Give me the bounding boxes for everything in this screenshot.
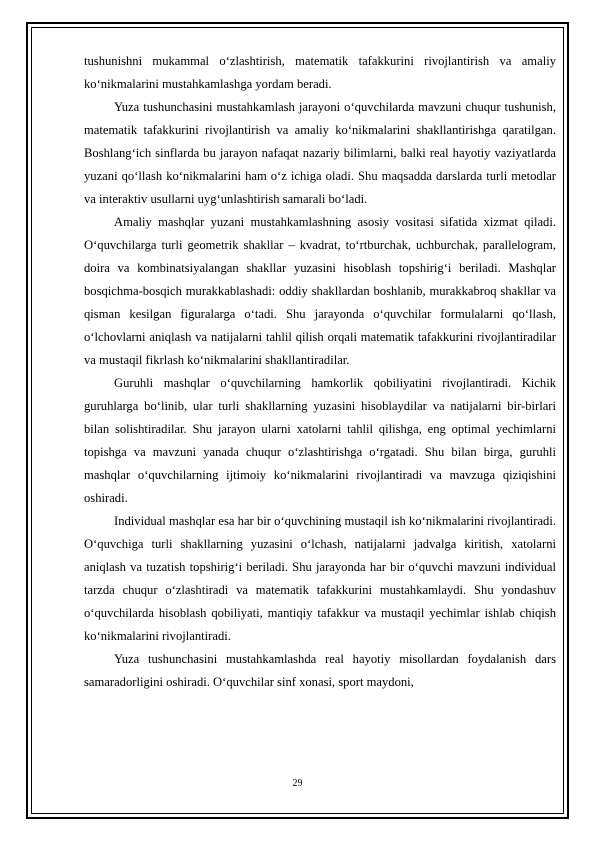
paragraph-5: Individual mashqlar esa har bir o‘quvchining mustaqil ish ko‘nikmalarini rivojlantiradi. O‘quvchiga turli shakllarning yuzasini o‘lchash, natijalarni jadvalga kiritish, xatolarni aniqlash va tuzatish topshirig‘i beriladi. Shu jarayonda har bir o‘quvchi mavzuni individual tarzda chuqur o‘zlashtiradi va matematik tafakkurini mustahkamlaydi. Shu yondashuv o‘quvchilarda hisoblash qobiliyati, mantiqiy tafakkur va mustaqil yechimlar ishlab chiqish ko‘nikmalarini rivojlantiradi. [84,514,556,643]
paragraph-6: Yuza tushunchasini mustahkamlashda real hayotiy misollardan foydalanish dars samaradorligini oshiradi. O‘quvchilar sinf xonasi, sport maydoni, [84,652,556,689]
paragraph-2: Yuza tushunchasini mustahkamlash jarayoni o‘quvchilarda mavzuni chuqur tushunish, matematik tafakkurini rivojlantirish va amaliy ko‘nikmalarini shakllantirishga qaratilgan. Boshlang‘ich sinflarda bu jarayon nafaqat nazariy bilimlarni, balki real hayotiy vaziyatlarda yuzani qo‘llash ko‘nikmalarini ham o‘z ichiga oladi. Shu maqsadda darslarda turli metodlar va interaktiv usullarni uyg‘unlashtirish samarali bo‘ladi. [84,100,556,206]
paragraph-4: Guruhli mashqlar o‘quvchilarning hamkorlik qobiliyatini rivojlantiradi. Kichik guruhlarga bo‘linib, ular turli shakllarning yuzasini hisoblaydilar va natijalarni bir-birlari bilan solishtiradilar. Shu jarayon ularni xatolarni tahlil qilishga, eng optimal yechimlarni topishga va mavzuni yanada chuqur o‘zlashtirishga o‘rgatadi. Shu bilan birga, guruhli mashqlar o‘quvchilarning ijtimoiy ko‘nikmalarini rivojlantiradi va mavzuga qiziqishini oshiradi. [84,376,556,505]
document-body [84,50,556,694]
page-number: 29 [292,778,303,789]
paragraph-3: Amaliy mashqlar yuzani mustahkamlashning asosiy vositasi sifatida xizmat qiladi. O‘quvchilarga turli geometrik shakllar – kvadrat, to‘rtburchak, uchburchak, parallelogram, doira va kombinatsiyalangan shakllar yuzasini hisoblash topshirig‘i beriladi. Mashqlar bosqichma-bosqich murakkablashadi: oddiy shakllardan boshlanib, murakkabroq shakllar va qisman kesilgan figuralarga o‘tadi. Shu jarayonda o‘quvchilar formulalarni qo‘llash, o‘lchovlarni aniqlash va natijalarni tahlil qilish orqali matematik tafakkurini rivojlantiradilar va mustaqil fikrlash ko‘nikmalarini shakllantiradilar. [84,215,556,367]
paragraph-1: tushunishni mukammal o‘zlashtirish, matematik tafakkurini rivojlantirish va amaliy ko‘nikmalarini mustahkamlashga yordam beradi. [84,54,556,91]
